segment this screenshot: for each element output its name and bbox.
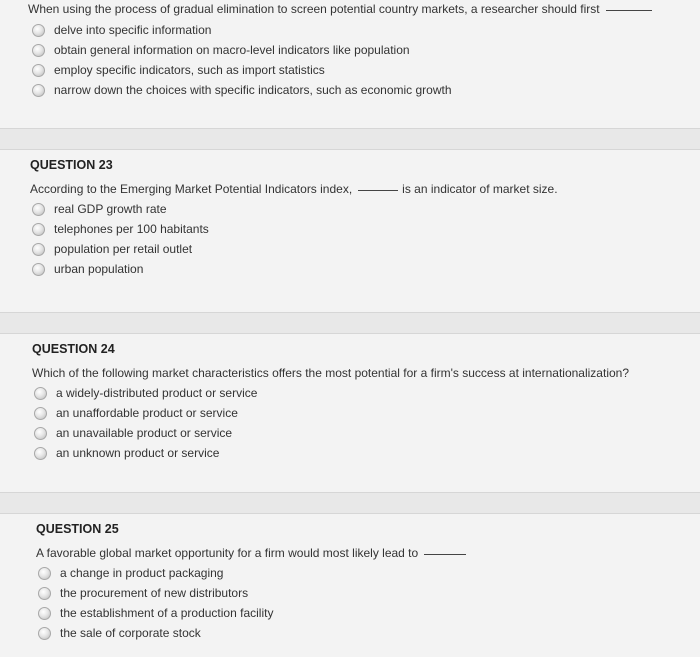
option[interactable] (28, 20, 688, 40)
option-label: a widely-distributed product or service (56, 386, 258, 400)
option[interactable] (30, 219, 690, 239)
option-label: delve into specific information (54, 23, 212, 37)
option-label: the procurement of new distributors (60, 586, 249, 600)
question-25 (36, 522, 696, 643)
question-22 (28, 2, 688, 100)
option[interactable] (30, 239, 690, 259)
question-stem: According to the Emerging Market Potential Indicators index, (30, 182, 353, 196)
option-label: narrow down the choices with specific indicators, such as economic growth (54, 83, 452, 97)
option-label: urban population (54, 262, 144, 276)
option-label: telephones per 100 habitants (54, 222, 209, 236)
radio-button[interactable] (32, 203, 45, 216)
option-label: real GDP growth rate (54, 202, 167, 216)
option[interactable] (32, 443, 692, 463)
question-separator (0, 492, 700, 514)
option-label: an unaffordable product or service (56, 406, 238, 420)
radio-button[interactable] (34, 387, 47, 400)
radio-button[interactable] (32, 44, 45, 57)
question-separator (0, 312, 700, 334)
option[interactable] (32, 383, 692, 403)
radio-button[interactable] (38, 607, 51, 620)
option-label: a change in product packaging (60, 566, 224, 580)
radio-button[interactable] (34, 427, 47, 440)
option-label: the establishment of a production facility (60, 606, 274, 620)
answer-blank (606, 10, 652, 11)
radio-button[interactable] (32, 24, 45, 37)
radio-button[interactable] (38, 567, 51, 580)
radio-button[interactable] (32, 243, 45, 256)
radio-button[interactable] (32, 223, 45, 236)
option-label: obtain general information on macro-level indicators like population (54, 43, 410, 57)
question-stem-end: is an indicator of market size. (402, 182, 558, 196)
option[interactable] (28, 60, 688, 80)
option[interactable] (30, 259, 690, 279)
option[interactable] (36, 563, 696, 583)
question-title: QUESTION 23 (30, 158, 113, 172)
radio-button[interactable] (32, 263, 45, 276)
radio-button[interactable] (32, 84, 45, 97)
answer-blank (358, 190, 398, 191)
option[interactable] (32, 403, 692, 423)
option[interactable] (36, 603, 696, 623)
option[interactable] (36, 623, 696, 643)
radio-button[interactable] (34, 407, 47, 420)
option[interactable] (32, 423, 692, 443)
question-stem: When using the process of gradual elimination to screen potential country markets, a researcher should first (28, 2, 600, 16)
question-23 (30, 158, 690, 279)
question-title: QUESTION 25 (36, 522, 119, 536)
question-stem: A favorable global market opportunity for a firm would most likely lead to (36, 546, 419, 560)
option-label: population per retail outlet (54, 242, 193, 256)
question-stem: Which of the following market characteristics offers the most potential for a firm's success at internationalization? (32, 366, 629, 380)
radio-button[interactable] (34, 447, 47, 460)
option-label: employ specific indicators, such as import statistics (54, 63, 325, 77)
option-label: an unknown product or service (56, 446, 220, 460)
radio-button[interactable] (32, 64, 45, 77)
question-separator (0, 128, 700, 150)
option[interactable] (36, 583, 696, 603)
radio-button[interactable] (38, 627, 51, 640)
answer-blank (424, 554, 466, 555)
option[interactable] (28, 40, 688, 60)
question-title: QUESTION 24 (32, 342, 115, 356)
option-label: the sale of corporate stock (60, 626, 201, 640)
option-label: an unavailable product or service (56, 426, 233, 440)
radio-button[interactable] (38, 587, 51, 600)
option[interactable] (30, 199, 690, 219)
question-24 (32, 342, 692, 463)
option[interactable] (28, 80, 688, 100)
